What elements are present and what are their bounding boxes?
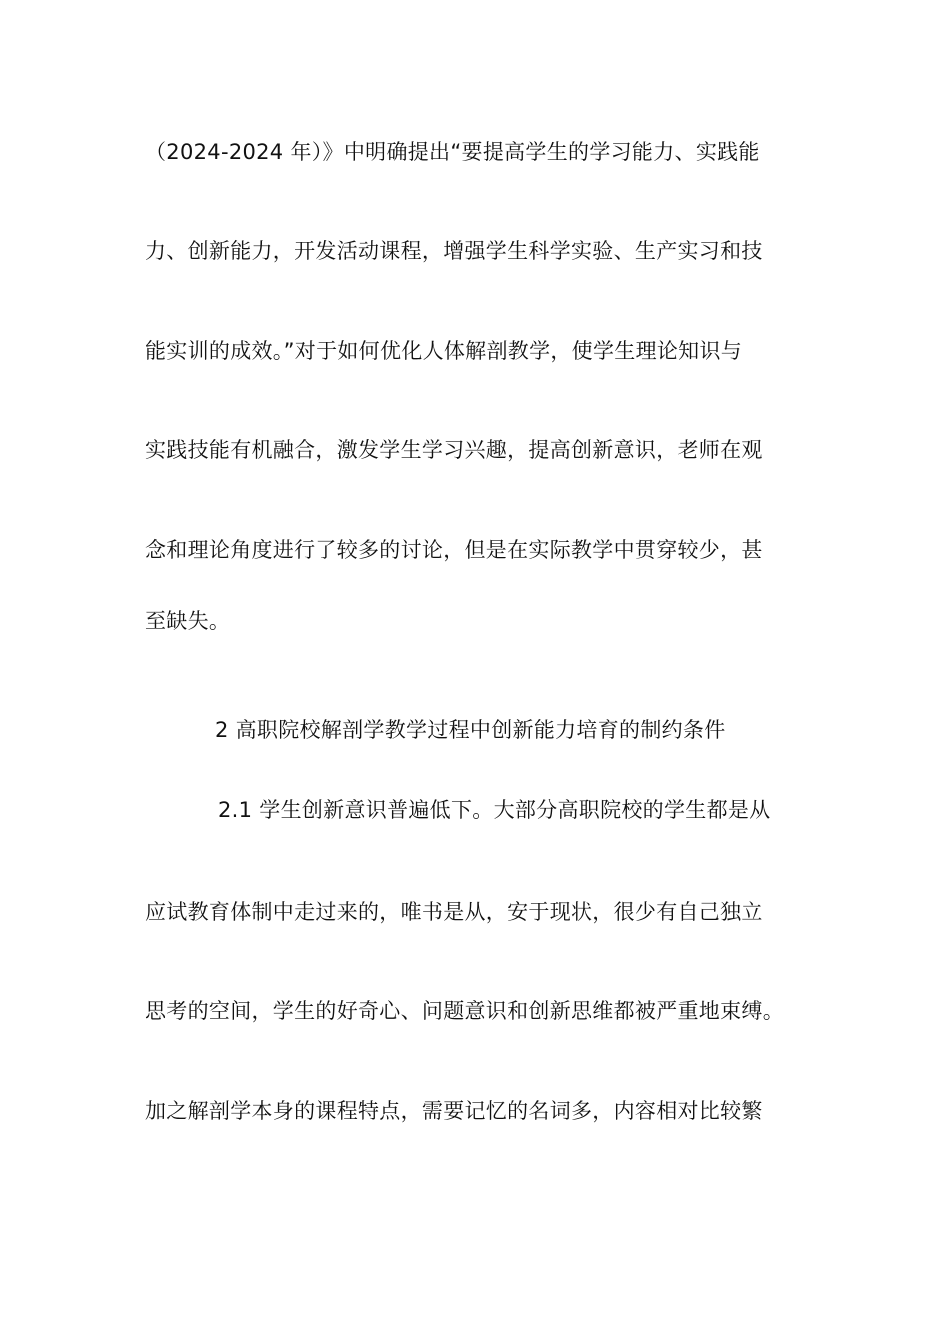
paragraph-line: （2024-2024 年）》中明确提出“要提高学生的学习能力、实践能 xyxy=(145,140,760,164)
paragraph-line: 实践技能有机融合，激发学生学习兴趣，提高创新意识，老师在观 xyxy=(145,438,763,462)
paragraph-line: 能实训的成效。”对于如何优化人体解剖教学，使学生理论知识与 xyxy=(145,339,743,363)
paragraph-line: 念和理论角度进行了较多的讨论，但是在实际教学中贯穿较少，甚 xyxy=(145,538,763,562)
paragraph-line: 力、创新能力，开发活动课程，增强学生科学实验、生产实习和技 xyxy=(145,239,763,263)
section-heading: 2 高职院校解剖学教学过程中创新能力培育的制约条件 xyxy=(215,718,726,742)
paragraph-line: 至缺失。 xyxy=(145,609,231,633)
paragraph-line: 加之解剖学本身的课程特点，需要记忆的名词多，内容相对比较繁 xyxy=(145,1099,763,1123)
paragraph-line: 应试教育体制中走过来的，唯书是从，安于现状，很少有自己独立 xyxy=(145,900,763,924)
paragraph-line: 思考的空间，学生的好奇心、问题意识和创新思维都被严重地束缚。 xyxy=(145,999,784,1023)
paragraph-line: 2.1 学生创新意识普遍低下。大部分高职院校的学生都是从 xyxy=(218,798,771,822)
